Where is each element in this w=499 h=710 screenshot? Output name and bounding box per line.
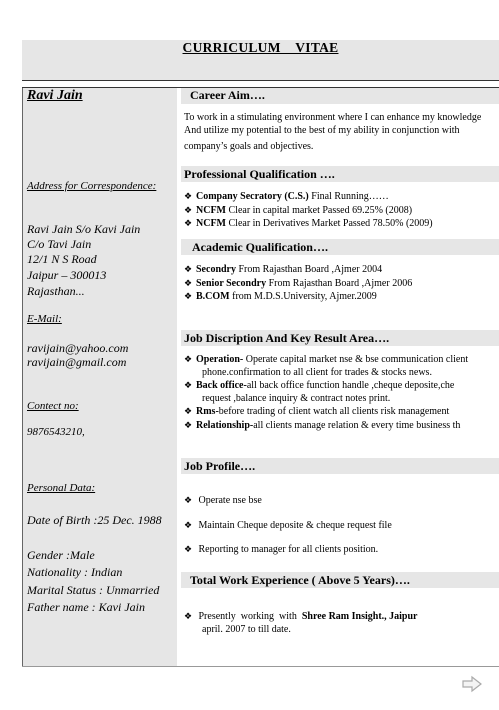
diamond-bullet-icon: ❖ <box>184 264 193 274</box>
personal-detail: Gender :Male <box>27 548 95 562</box>
address-line: Rajasthan... <box>27 284 85 298</box>
job-description-list <box>184 353 468 432</box>
list-item-continuation: phone.confirmation to all client for trades & stocks news. <box>202 366 432 378</box>
list-item: ❖ Maintain Cheque deposite & cheque request file <box>184 518 392 534</box>
contact-heading: Contect no: <box>27 400 79 412</box>
list-item: ❖ Senior Secondry From Rajasthan Board ,Ajmer 2006 <box>184 277 413 289</box>
list-item: ❖ Company Secratory (C.S.) Final Running…… <box>184 191 389 202</box>
diamond-bullet-icon: ❖ <box>184 406 193 416</box>
email-address: ravijain@yahoo.com <box>27 341 129 355</box>
title-divider <box>22 80 499 81</box>
list-item-continuation: request ,balance inquiry & contract notes print. <box>202 392 391 404</box>
diamond-bullet-icon: ❖ <box>184 419 193 430</box>
list-item: ❖ NCFM Clear in Derivatives Market Passed 78.50% (2009) <box>184 218 433 229</box>
list-item: ❖ Back office-all back office function handle ,cheque deposite,che <box>184 380 455 391</box>
job-description-heading: Job Discription And Key Result Area…. <box>184 331 390 345</box>
diamond-bullet-icon: ❖ <box>184 495 193 505</box>
personal-data-heading: Personal Data: <box>27 482 96 494</box>
diamond-bullet-icon: ❖ <box>184 380 193 390</box>
address-heading: Address for Correspondence: <box>27 180 157 192</box>
list-item: ❖ B.COM from M.D.S.University, Ajmer.2009 <box>184 291 377 302</box>
diamond-bullet-icon: ❖ <box>184 544 193 554</box>
email-heading: E-Mail: <box>27 313 62 325</box>
experience-heading: Total Work Experience ( Above 5 Years)…. <box>190 573 410 587</box>
diamond-bullet-icon: ❖ <box>184 520 193 530</box>
diamond-bullet-icon: ❖ <box>184 218 193 228</box>
personal-detail: Marital Status : Unmarried <box>27 583 160 597</box>
career-aim-line: And utilize my potential to the best of my ability in conjunction with <box>184 125 460 136</box>
sidebar-border <box>22 88 23 666</box>
address-line: C/o Tavi Jain <box>27 237 92 251</box>
professional-heading: Professional Qualification …. <box>184 167 335 181</box>
professional-list <box>184 190 433 231</box>
experience-line: april. 2007 to till date. <box>202 624 291 635</box>
diamond-bullet-icon: ❖ <box>184 611 193 621</box>
list-item: ❖ Rms-before trading of client watch all clients risk management <box>184 406 450 417</box>
email-address: ravijain@gmail.com <box>27 355 127 369</box>
list-item: ❖ NCFM Clear in capital market Passed 69.25% (2008) <box>184 204 413 216</box>
next-page-arrow-icon[interactable] <box>461 675 483 693</box>
list-item: ❖ Operate nse bse <box>184 493 262 509</box>
list-item: ❖ Operation- Operate capital market nse & bse communication client <box>184 354 469 365</box>
academic-list <box>184 263 412 304</box>
diamond-bullet-icon: ❖ <box>184 204 193 215</box>
academic-heading: Academic Qualification…. <box>192 240 328 254</box>
list-item: ❖ Secondry From Rajasthan Board ,Ajmer 2004 <box>184 264 383 275</box>
list-item: ❖ Relationship-all clients manage relation & every time business th <box>184 419 461 431</box>
phone-number: 9876543210, <box>27 426 85 438</box>
diamond-bullet-icon: ❖ <box>184 191 193 201</box>
diamond-bullet-icon: ❖ <box>184 291 193 301</box>
career-aim-line: company’s goals and objectives. <box>184 141 314 152</box>
document-title: CURRICULUM VITAE <box>182 40 339 55</box>
address-line: Jaipur – 300013 <box>27 268 107 282</box>
career-aim-line: To work in a stimulating environment where I can enhance my knowledge <box>184 112 482 123</box>
list-item: ❖ Reporting to manager for all clients position. <box>184 542 378 558</box>
career-aim-heading: Career Aim…. <box>190 88 265 102</box>
candidate-name: Ravi Jain <box>27 88 83 103</box>
job-profile-heading: Job Profile…. <box>184 459 256 473</box>
experience-line: ❖ Presently working with Shree Ram Insight., Jaipur <box>184 609 418 625</box>
personal-detail: Nationality : Indian <box>27 565 123 579</box>
personal-detail: Father name : Kavi Jain <box>27 600 145 614</box>
diamond-bullet-icon: ❖ <box>184 354 193 364</box>
date-of-birth: Date of Birth :25 Dec. 1988 <box>27 513 162 527</box>
bottom-divider <box>22 666 499 667</box>
address-line: Ravi Jain S/o Kavi Jain <box>27 222 141 236</box>
address-line: 12/1 N S Road <box>27 252 97 266</box>
diamond-bullet-icon: ❖ <box>184 277 193 288</box>
